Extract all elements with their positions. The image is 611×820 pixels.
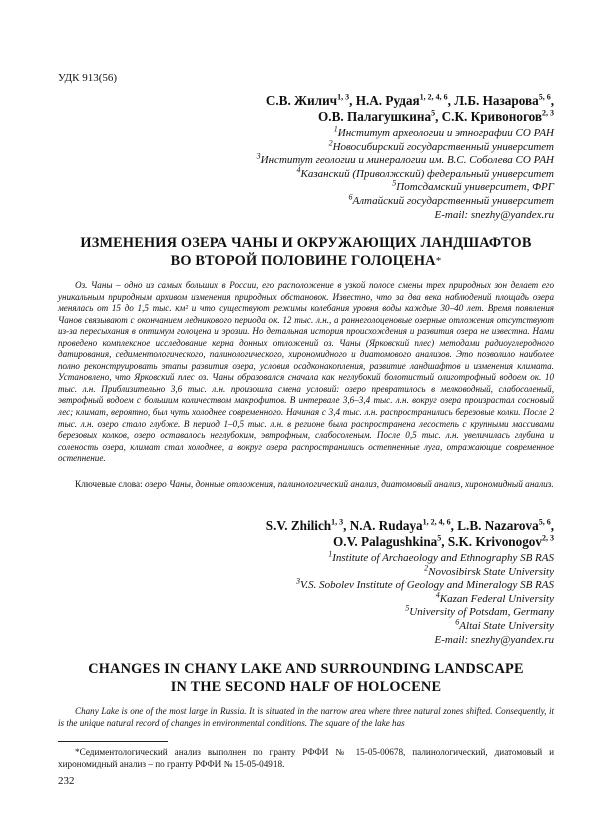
ru-keywords — [58, 479, 554, 491]
udc-code: УДК 913(56) — [58, 72, 118, 84]
ru-affiliation: $^2$Новосибирский государственный университет — [328, 137, 554, 153]
footnote-marker: * — [435, 254, 442, 267]
ru-abstract: Оз. Чаны – одно из самых больших в России, его расположение в узкой полосе смены трех природных зон делает его уникальным природным архивом изменения природных обстановок. Известно, что за два века наблюдений площадь озера менялась от 15 до 1,5 тыс. км² и что существуют режимы колебания уровня воды каждые 30–40 лет. Время появления Чанов связывают с окончанием ледникового периода ок. 12 тыс. л.н., а раннеголоценовые озерные отложения отсутствуют из-за пересыхания в оптимум голоцена и эрозии. Но детальная история происхождения и развития озера не известна. Нами проведено комплексное исследование керна донных отложений оз. Чаны (Ярковский плес) методами радиоуглеродного датирования, седиментологического, палинологического, хирономидного и диатомового анализов. Это позволило наиболее полно реконструировать этапы развития озера, условия осадконакопления, развитие ландшафтов и изменения климата. Установлено, что Ярковский плес оз. Чаны образовался сначала как неглубокий болотистый олиготрофный водоем ок. 10 тыс. л.н. Приблизительно 3,6 тыс. л.н. произошла смена условий: озеро превратилось в мелководный, слабосоленый, эвтрофный водоем с большим количеством макрофитов. В интервале 3,6–3,4 тыс. л.н. вокруг озера произрастал сосновый лес; климат, вероятно, был чуть холоднее современного. Начиная с 3,4 тыс. л.н. распространились березовые колки. После 2 тыс. л.н. озеро стало глубже. В период 1–0,5 тыс. л.н. в регионе была распространена лесостепь с крупными массивами березовых колков, озеро оставалось неглубоким, эвтрофным, слабосоленым. После 0,5 тыс. л.н. увеличилась глубина и соленость озера, климат стал холоднее, а вокруг озера распространились остепненные луга, отражающие современное остепнение. — [58, 280, 554, 464]
en-abstract: Chany Lake is one of the most large in Russia. It is situated in the narrow area where three natural zones shifted. Consequently, it is the unique natural record of changes in environmental conditions. The square of the lake has — [58, 706, 554, 728]
en-affiliation: $^6$Altai State University — [455, 617, 554, 632]
en-affiliation: $^1$Institute of Archaeology and Ethnography SB RAS — [328, 549, 554, 564]
ru-affiliation: $^3$Институт геологии и минералогии им. В.С. Соболева СО РАН — [256, 151, 554, 167]
ru-affiliations — [256, 124, 554, 222]
ru-affiliation: $^1$Институт археологии и этнографии СО РАН — [333, 124, 554, 139]
ru-affiliation: $^5$Потсдамский университет, ФРГ — [392, 178, 554, 194]
ru-affiliation: $^4$Казанский (Приволжский) федеральный университет — [296, 165, 554, 180]
ru-authors — [266, 93, 554, 125]
en-affiliation: $^2$Novosibirsk State University — [424, 562, 554, 578]
ru-author-line-1: С.В. Жилич$^{1, 3}$, Н.А. Рудая$^{1, 2, 4, 6}$, Л.Б. Назарова$^{5, 6}$, — [265, 92, 554, 108]
page-number: 232 — [58, 775, 75, 787]
en-affiliation: $^4$Kazan Federal University — [435, 590, 554, 605]
footnote-divider — [58, 741, 168, 742]
ru-affiliation: $^6$Алтайский государственный университет — [348, 192, 554, 207]
ru-title: ИЗМЕНЕНИЯ ОЗЕРА ЧАНЫ И ОКРУЖАЮЩИХ ЛАНДШАФТОВ ВО ВТОРОЙ ПОЛОВИНЕ ГОЛОЦЕНА* — [80, 235, 532, 269]
en-authors — [266, 518, 554, 550]
en-author-line-1: S.V. Zhilich$^{1, 3}$, N.A. Rudaya$^{1, 2, 4, 6}$, L.B. Nazarova$^{5, 6}$, — [265, 517, 554, 533]
en-affiliation: $^3$V.S. Sobolev Institute of Geology and Mineralogy SB RAS — [296, 576, 554, 592]
en-affiliations — [296, 549, 554, 647]
keywords-text: озеро Чаны, донные отложения, палинологический анализ, диатомовый анализ, хирономидный анализ. — [145, 480, 554, 490]
en-affiliation: $^5$University of Potsdam, Germany — [405, 603, 554, 619]
en-author-line-2: O.V. Palagushkina$^5$, S.K. Krivonogov$^{2, 3}$ — [333, 533, 554, 549]
ru-email: E-mail: snezhy@yandex.ru — [434, 208, 554, 221]
ru-author-line-2: О.В. Палагушкина$^5$, С.К. Кривоногов$^{2, 3}$ — [318, 108, 554, 124]
en-title: CHANGES IN CHANY LAKE AND SURROUNDING LANDSCAPE IN THE SECOND HALF OF HOLOCENE — [88, 661, 524, 695]
en-email: E-mail: snezhy@yandex.ru — [434, 633, 554, 646]
keywords-label: Ключевые слова: — [75, 480, 146, 490]
footnote: *Седиментологический анализ выполнен по гранту РФФИ № 15-05-00678, палинологический, диатомовый и хирономидный анализ – по гранту РФФИ № 15-05-04918. — [58, 747, 554, 769]
